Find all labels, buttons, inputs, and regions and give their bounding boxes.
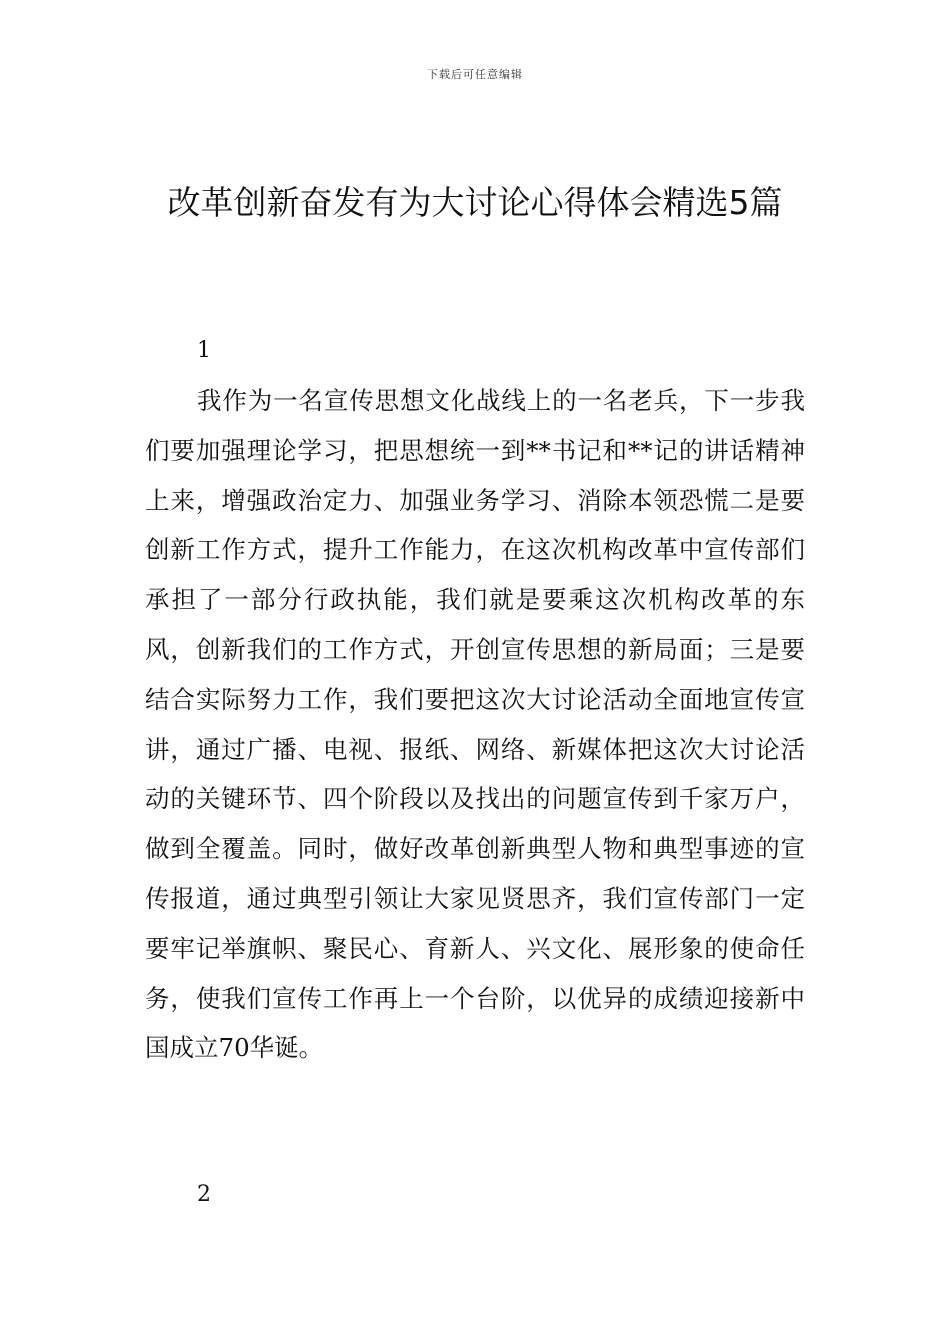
section-number-1: 1 (197, 338, 211, 363)
document-title: 改革创新奋发有为大讨论心得体会精选5篇 (167, 183, 783, 222)
section-number-2: 2 (197, 1182, 211, 1207)
section-1-paragraph: 我作为一名宣传思想文化战线上的一名老兵，下一步我们要加强理论学习，把思想统一到**书记和**记的讲话精神上来，增强政治定力、加强业务学习、消除本领恐慌二是要创新工作方式，提升工作能力，在这次机构改革中宣传部们承担了一部分行政执能，我们就是要乘这次机构改革的东风，创新我们的工作方式，开创宣传思想的新局面；三是要结合实际努力工作，我们要把这次大讨论活动全面地宣传宣讲，通过广播、电视、报纸、网络、新媒体把这次大讨论活动的关键环节、四个阶段以及找出的问题宣传到千家万户，做到全覆盖。同时，做好改革创新典型人物和典型事迹的宣传报道，通过典型引领让大家见贤思齐，我们宣传部门一定要牢记举旗帜、聚民心、育新人、兴文化、展形象的使命任务，使我们宣传工作再上一个台阶，以优异的成绩迎接新中国成立70华诞。 (145, 386, 805, 1063)
header-note: 下载后可任意编辑 (427, 68, 523, 81)
